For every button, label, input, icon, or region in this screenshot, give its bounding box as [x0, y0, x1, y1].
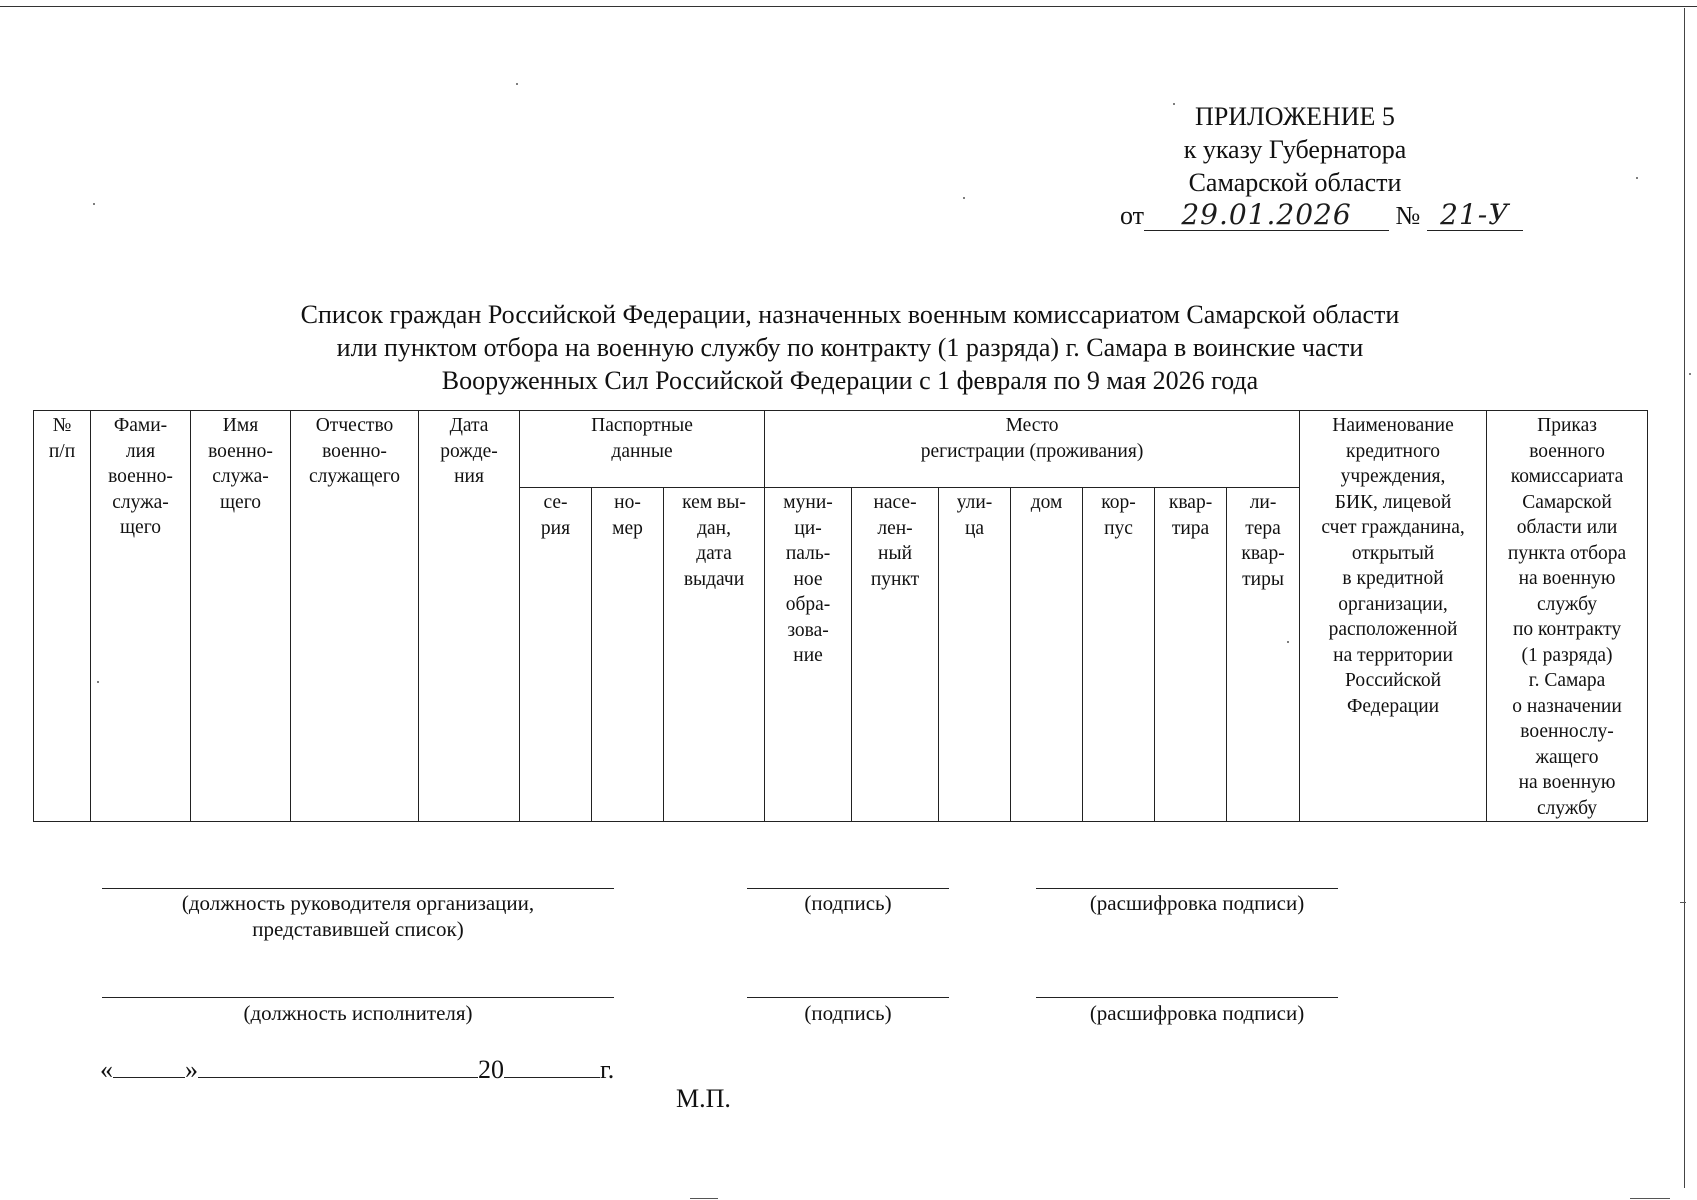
header-name: Имя военно- служа- щего: [191, 411, 291, 822]
header-order: Приказ военного комиссариата Самарской области или пункта отбора на военную службу по контракту (1 разряда) г. Самара о назначении военнослу- жащего на военную службу: [1487, 411, 1648, 822]
document-title: [200, 298, 1500, 397]
date-close-quote: »: [185, 1055, 198, 1084]
handwritten-number: 21-У: [1427, 200, 1523, 231]
date-month-blank: [198, 1053, 478, 1078]
date-year-suffix: г.: [600, 1055, 615, 1084]
header-num: № п/п: [34, 411, 91, 822]
handwritten-date: 29.01.2026: [1144, 200, 1389, 231]
caption-executor-signature: (подпись): [804, 1001, 892, 1025]
appendix-line-decree: к указу Губернатора: [1183, 135, 1407, 164]
header-passport-number: но- мер: [592, 488, 664, 822]
appendix-title: ПРИЛОЖЕНИЕ 5: [1195, 102, 1395, 131]
caption-head-signature: (подпись): [804, 891, 892, 915]
scan-speck: [516, 83, 518, 85]
header-reg-street: ули- ца: [939, 488, 1011, 822]
scan-dash: [1680, 902, 1686, 903]
right-border-line: [1684, 8, 1685, 1188]
header-registration: Место регистрации (проживания): [765, 411, 1300, 488]
table-header-row-1: [34, 411, 1648, 488]
scan-speck: [97, 681, 99, 683]
date-prefix: от: [1120, 201, 1145, 230]
header-patronymic: Отчество военно- служащего: [291, 411, 419, 822]
appendix-block: [1120, 100, 1510, 232]
signature-line-executor-decryption: [1036, 997, 1338, 998]
header-passport-issued: кем вы- дан, дата выдачи: [664, 488, 765, 822]
document-title-line-1: Список граждан Российской Федерации, назначенных военным комиссариатом Самарской области: [300, 300, 1400, 329]
scan-speck: [963, 197, 965, 199]
header-reg-building: кор- пус: [1083, 488, 1155, 822]
document-title-line-2: или пунктом отбора на военную службу по контракту (1 разряда) г. Самара в воинские части: [336, 333, 1364, 362]
scan-speck: [1173, 103, 1175, 105]
header-reg-apartment: квар- тира: [1155, 488, 1227, 822]
scan-speck: [93, 203, 95, 205]
scan-speck: [1636, 177, 1638, 179]
signature-line-executor-signature: [747, 997, 949, 998]
scan-speck: [1287, 641, 1289, 643]
caption-head-decryption: (расшифровка подписи): [1089, 891, 1305, 915]
date-open-quote: «: [100, 1055, 113, 1084]
appendix-line-region: Самарской области: [1188, 168, 1402, 197]
signature-line-executor-position: [102, 997, 614, 998]
appendix-date-line: [1120, 198, 1510, 232]
number-prefix: №: [1395, 201, 1421, 230]
document-title-line-3: Вооруженных Сил Российской Федерации с 1 февраля по 9 мая 2026 года: [441, 366, 1259, 395]
date-day-blank: [113, 1053, 185, 1078]
caption-head-position: (должность руководителя организации, представившей список): [181, 891, 535, 941]
header-reg-municipality: муни- ци- паль- ное обра- зова- ние: [765, 488, 852, 822]
header-reg-settlement: насе- лен- ный пункт: [852, 488, 939, 822]
signature-line-head-signature: [747, 888, 949, 889]
header-passport-series: се- рия: [520, 488, 592, 822]
stamp-place-label: М.П.: [676, 1084, 731, 1113]
servicemen-list-table: [33, 410, 1648, 822]
date-year-blank: [504, 1053, 600, 1078]
caption-executor-decryption: (расшифровка подписи): [1089, 1001, 1305, 1025]
signature-line-head-decryption: [1036, 888, 1338, 889]
header-bank: Наименование кредитного учреждения, БИК, лицевой счет гражданина, открытый в кредитной организации, расположенной на территории Российской Федерации: [1300, 411, 1487, 822]
top-border-line: [0, 6, 1697, 7]
date-century: 20: [478, 1055, 504, 1084]
header-passport: Паспортные данные: [520, 411, 765, 488]
header-reg-apartment-letter: ли- тера квар- тиры: [1227, 488, 1300, 822]
header-surname: Фами- лия военно- служа- щего: [91, 411, 191, 822]
header-reg-house: дом: [1011, 488, 1083, 822]
header-birthdate: Дата рожде- ния: [419, 411, 520, 822]
scan-speck: [1689, 373, 1691, 375]
signature-line-head-position: [102, 888, 614, 889]
scan-dash: [690, 1198, 718, 1199]
scan-dash: [1630, 1198, 1670, 1199]
document-date-line: [100, 1053, 614, 1085]
caption-executor-position: (должность исполнителя): [243, 1001, 473, 1025]
